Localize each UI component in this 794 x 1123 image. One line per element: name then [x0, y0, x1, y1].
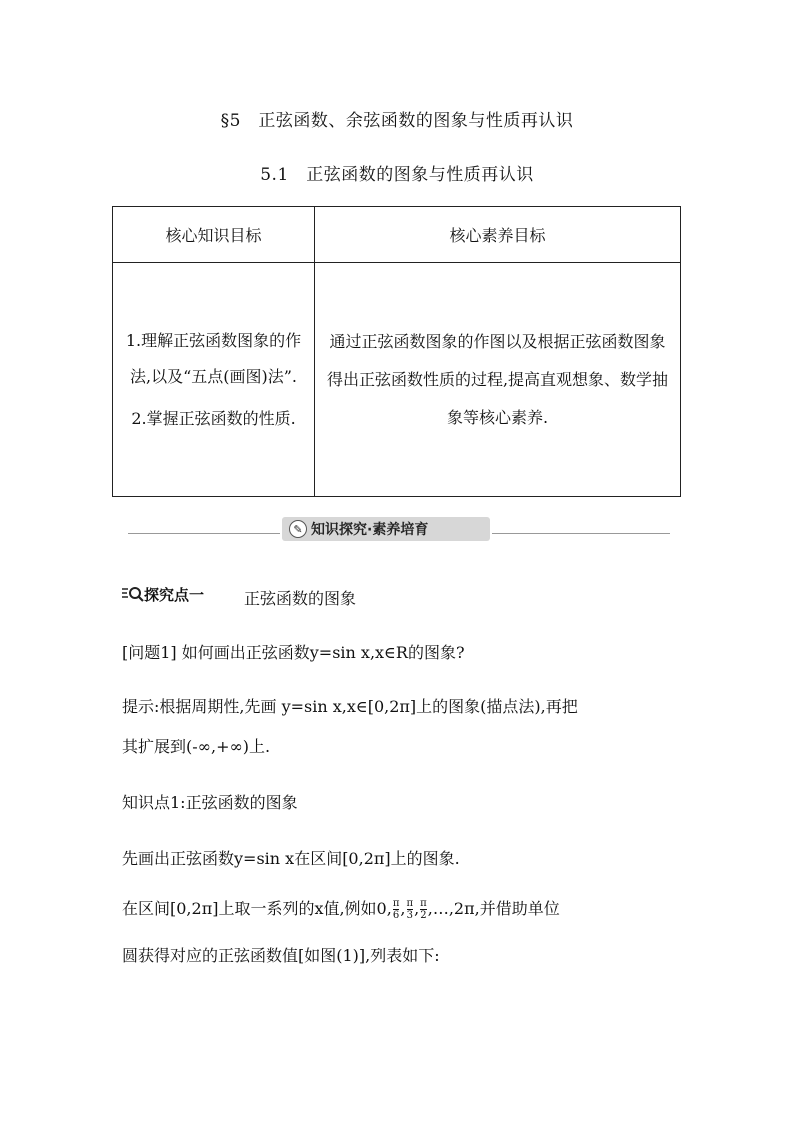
banner-label: 知识探究·素养培育 — [311, 522, 429, 538]
magnifier-icon — [122, 586, 144, 602]
explore-point-label: 探究点一 — [122, 584, 204, 605]
goals-header-knowledge: 核心知识目标 — [113, 207, 315, 263]
section-title: §5 正弦函数、余弦函数的图象与性质再认识 — [220, 111, 574, 131]
banner-divider-right — [492, 533, 670, 534]
subsection-title: 5.1 正弦函数的图象与性质再认识 — [260, 165, 534, 185]
goals-table — [112, 206, 681, 497]
fraction: $\frac{\pi}{2}$ — [420, 898, 427, 921]
knowledge-goals-cell — [113, 263, 315, 497]
banner-divider-left — [128, 533, 280, 534]
paragraph-line-1: 在区间[0,2π]上取一系列的x值,例如0, $\frac{\pi}{6}$ , $\frac{\pi}{3}$ , $\frac{\pi}{2}$ ,…,2π,并借助单位 — [122, 898, 560, 921]
goals-header-literacy: 核心素养目标 — [315, 207, 681, 263]
hint-line-2: 其扩展到(-∞,+∞)上. — [122, 737, 271, 756]
section-banner — [282, 517, 490, 541]
paragraph-line-2: 圆获得对应的正弦函数值[如图(1)],列表如下: — [122, 946, 440, 965]
hint-line-1: 提示:根据周期性,先画 y=sin x,x∈[0,2π]上的图象(描点法),再把 — [122, 697, 578, 716]
knowledge-goal-item: 2.掌握正弦函数的性质. — [131, 408, 296, 428]
knowledge-goal-item: 1.理解正弦函数图象的作法,以及“五点(画图)法”. — [125, 330, 302, 386]
knowledge-point-heading: 知识点1:正弦函数的图象 — [122, 793, 298, 812]
pencil-icon: ✎ — [289, 520, 307, 538]
fraction: $\frac{\pi}{6}$ — [392, 898, 400, 921]
first-draw-text: 先画出正弦函数y=sin x在区间[0,2π]上的图象. — [122, 849, 460, 868]
explore-point-title: 正弦函数的图象 — [244, 589, 357, 608]
question-text: [问题1] 如何画出正弦函数y=sin x,x∈R的图象? — [122, 643, 465, 662]
literacy-goals-cell: 通过正弦函数图象的作图以及根据正弦函数图象得出正弦函数性质的过程,提高直观想象、数学抽象等核心素养. — [315, 263, 681, 497]
fraction: $\frac{\pi}{3}$ — [406, 898, 414, 921]
